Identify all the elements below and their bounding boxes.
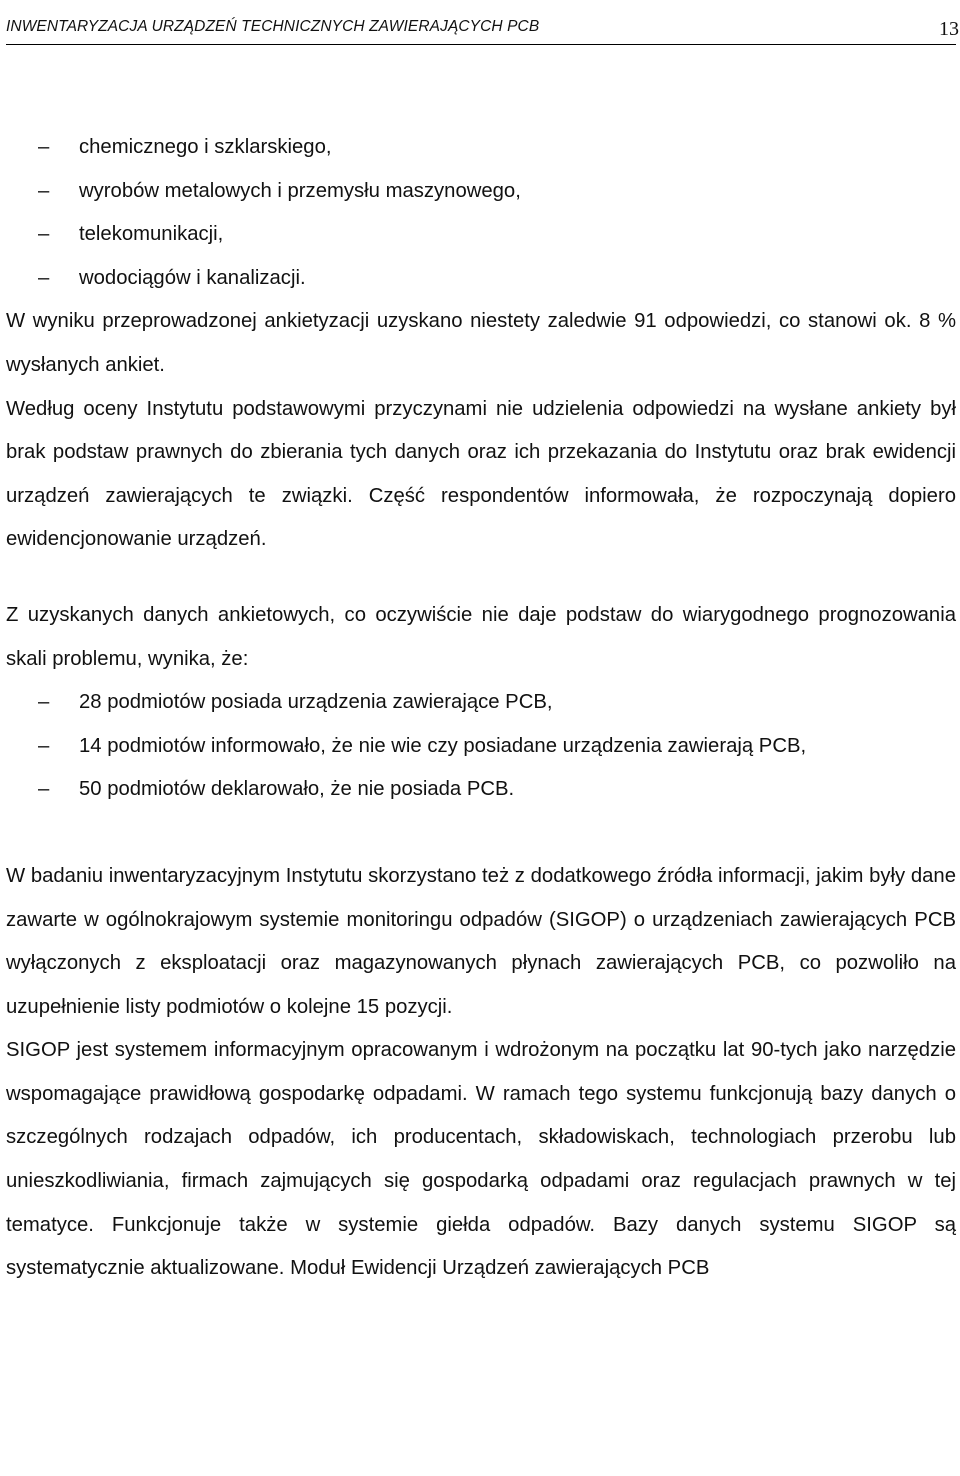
list-item-text: wyrobów metalowych i przemysłu maszynowego, xyxy=(79,179,521,202)
paragraph-survey-data: Z uzyskanych danych ankietowych, co oczywiście nie daje podstaw do wiarygodnego prognozowania skali problemu, wynika, że: xyxy=(6,603,956,670)
paragraph-spacer xyxy=(6,812,956,855)
list-item-text: 28 podmiotów posiada urządzenia zawierające PCB, xyxy=(79,691,553,714)
list-item xyxy=(6,768,956,812)
list-item-text: telekomunikacji, xyxy=(79,223,224,246)
bullet-dash: – xyxy=(38,734,50,757)
list-item xyxy=(6,170,956,214)
list-item xyxy=(6,725,956,769)
paragraph-survey-results: W wyniku przeprowadzonej ankietyzacji uzyskano niestety zaledwie 91 odpowiedzi, co stanowi ok. 8 % wysłanych ankiet. xyxy=(6,310,956,376)
document-body xyxy=(6,126,956,1291)
paragraph-inventory-study: W badaniu inwentaryzacyjnym Instytutu skorzystano też z dodatkowego źródła informacji, jakim były dane zawarte w ogólnokrajowym systemie monitoringu odpadów (SIGOP) o urządzeniach zawierających PCB wyłączonych z eksploatacji oraz magazynowanych płynach zawierających PCB, co pozwoliło na uzupełnienie listy podmiotów o kolejne 15 pozycji. xyxy=(6,864,956,1018)
bullet-dash: – xyxy=(38,179,50,202)
list-item xyxy=(6,681,956,725)
bullet-dash: – xyxy=(38,223,50,246)
bullet-dash: – xyxy=(38,136,50,158)
header-title: INWENTARYZACJA URZĄDZEŃ TECHNICZNYCH ZAWIERAJĄCYCH PCB xyxy=(6,18,540,35)
list-item xyxy=(6,257,956,301)
list-item-text: 14 podmiotów informowało, że nie wie czy posiadane urządzenia zawierają PCB, xyxy=(79,734,807,757)
list-item-text: 50 podmiotów deklarowało, że nie posiada PCB. xyxy=(79,778,515,801)
list-item-text: chemicznego i szklarskiego, xyxy=(79,136,332,158)
paragraph-sigop-system: SIGOP jest systemem informacyjnym opracowanym i wdrożonym na początku lat 90-tych jako narzędzie wspomagające prawidłową gospodarkę odpadami. W ramach tego systemu funkcjonują bazy danych o szczególnych rodzajach odpadów, ich producentach, składowiskach, technologiach przerobu lub unieszkodliwiania, firmach zajmujących się gospodarką odpadami oraz regulacjach prawnych w tej tematyce. Funkcjonuje także w systemie giełda odpadów. Bazy danych systemu SIGOP są systematycznie aktualizowane. Moduł Ewidencji Urządzeń zawierających PCB xyxy=(6,1039,956,1280)
bullet-dash: – xyxy=(38,691,50,714)
paragraph-spacer xyxy=(6,562,956,594)
list-item xyxy=(6,213,956,257)
paragraph-institute-assessment: Według oceny Instytutu podstawowymi przyczynami nie udzielenia odpowiedzi na wysłane ankiety był brak podstaw prawnych do zbierania tych danych oraz ich przekazania do Instytutu oraz brak ewidencji urządzeń zawierających te związki. Część respondentów informowała, że rozpoczynają dopiero ewidencjonowanie urządzeń. xyxy=(6,397,956,551)
page-number: 13 xyxy=(939,18,959,40)
bullet-dash: – xyxy=(38,778,50,801)
bullet-dash: – xyxy=(38,266,50,289)
list-item-text: wodociągów i kanalizacji. xyxy=(79,266,306,289)
list-item xyxy=(6,126,956,170)
page-header xyxy=(6,18,959,45)
